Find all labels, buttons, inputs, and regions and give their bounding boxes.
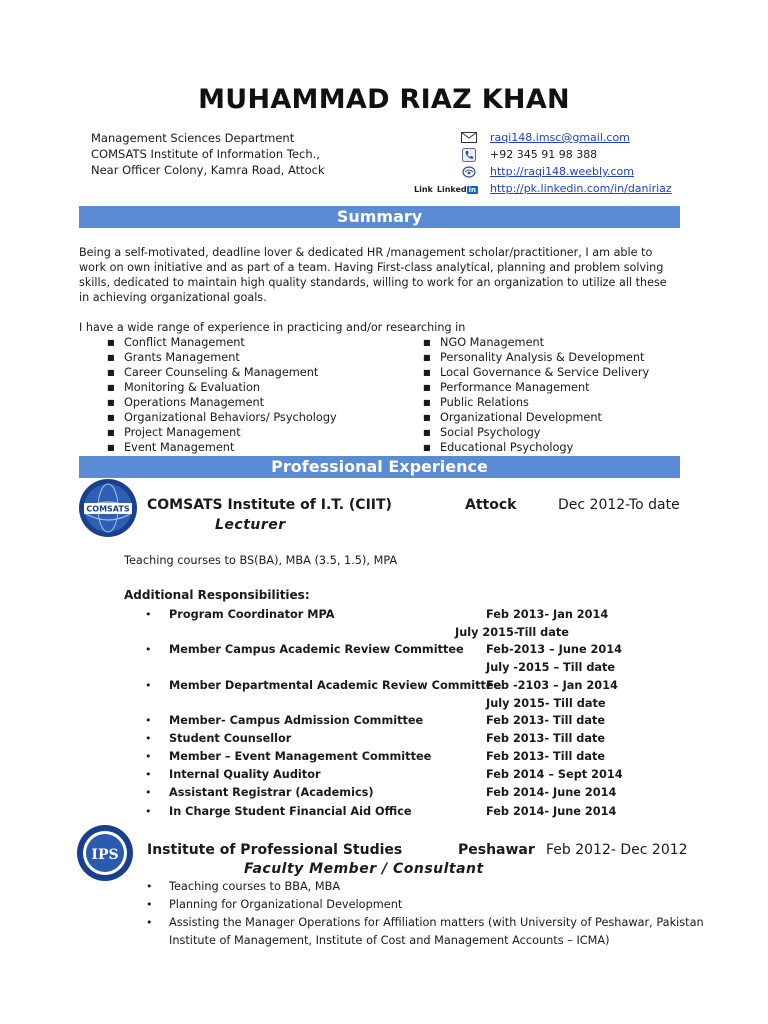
responsibility-title: Member Campus Academic Review Committee [169, 643, 464, 656]
responsibility-title: Program Coordinator MPA [169, 608, 335, 621]
list-item: ■ Grants Management [107, 351, 240, 364]
comsats-logo [78, 478, 138, 542]
responsibility-title: Internal Quality Auditor [169, 768, 321, 781]
skills-list-left [107, 335, 337, 455]
responsibility-title: Member – Event Management Committee [169, 750, 432, 763]
ips-logo-text: IPS [91, 847, 119, 863]
list-item: ■ Social Psychology [423, 426, 541, 439]
linkedin-logo-text [437, 185, 478, 194]
contact-phone [458, 146, 672, 163]
list-item: ■ Project Management [107, 426, 241, 439]
ips-logo [76, 821, 134, 889]
linkedin-logo [414, 185, 478, 194]
job1-role: Lecturer [215, 517, 286, 533]
responsibility-title: Student Counsellor [169, 732, 292, 745]
bullet: • [145, 732, 152, 745]
list-item: ■ Operations Management [107, 396, 265, 409]
linkedin-link[interactable]: http://pk.linkedin.com/in/daniriaz [490, 182, 672, 195]
responsibility-title: Assistant Registrar (Academics) [169, 786, 374, 799]
address-line: Near Officer Colony, Kamra Road, Attock [91, 163, 325, 177]
responsibility-title: Member Departmental Academic Review Committee [169, 679, 502, 692]
job2-role: Faculty Member / Consultant [244, 861, 484, 877]
job2-duty: Assisting the Manager Operations for Affiliation matters (with University of Peshawar, Pakistan [169, 916, 704, 929]
job1-location: Attock [465, 497, 517, 513]
list-item: ■ Local Governance & Service Delivery [423, 366, 650, 379]
job2-organization: Institute of Professional Studies [147, 842, 403, 858]
responsibility-date: Feb 2014 – Sept 2014 [486, 768, 623, 781]
job2-duty-continued: Institute of Management, Institute of Cost and Management Accounts – ICMA) [169, 934, 610, 947]
responsibility-date: Feb 2013- Till date [486, 732, 606, 745]
bullet: • [145, 643, 152, 656]
responsibility-date: Feb 2013- Till date [486, 750, 606, 763]
skills-list-right [423, 335, 649, 455]
list-item: ■ Organizational Behaviors/ Psychology [107, 411, 337, 424]
bullet: • [145, 768, 152, 781]
address-line: Management Sciences Department [91, 131, 295, 145]
responsibility-date: Feb 2014- June 2014 [486, 805, 617, 818]
job2-location: Peshawar [458, 842, 535, 858]
list-item: ■ Personality Analysis & Development [423, 351, 645, 364]
comsats-logo-text: COMSATS [86, 504, 130, 514]
responsibility-date: July 2015-Till date [455, 626, 569, 639]
contact-linkedin [458, 180, 672, 197]
email-link[interactable]: raqi148.imsc@gmail.com [490, 131, 630, 144]
list-item: ■ Monitoring & Evaluation [107, 381, 261, 394]
job1-organization: COMSATS Institute of I.T. (CIIT) [147, 497, 392, 513]
responsibility-title: In Charge Student Financial Aid Office [169, 805, 412, 818]
responsibilities-heading: Additional Responsibilities: [124, 588, 310, 602]
contact-email [458, 129, 672, 146]
address-block [91, 130, 325, 178]
responsibility-date: Feb-2013 – June 2014 [486, 643, 622, 656]
bullet: • [146, 916, 153, 929]
job2-duty: Teaching courses to BBA, MBA [169, 880, 341, 893]
phone-number: +92 345 91 98 388 [490, 148, 598, 161]
page-title: MUHAMMAD RIAZ KHAN [198, 84, 570, 115]
phone-icon [460, 148, 478, 162]
list-item: ■ Organizational Development [423, 411, 602, 424]
responsibility-date: Feb 2014- June 2014 [486, 786, 617, 799]
linkedin-logo-text: Link [414, 185, 433, 194]
bullet: • [145, 679, 152, 692]
address-line: COMSATS Institute of Information Tech., [91, 147, 320, 161]
responsibility-title: Member- Campus Admission Committee [169, 714, 424, 727]
experience-heading: Professional Experience [79, 456, 680, 478]
website-link[interactable]: http://raqi148.weebly.com [490, 165, 634, 178]
contact-website [458, 163, 672, 180]
responsibility-date: Feb -2103 – Jan 2014 [486, 679, 618, 692]
bullet: • [145, 750, 152, 763]
summary-paragraph: Being a self-motivated, deadline lover & dedicated HR /management scholar/practitioner, I am able to work on own initiative and as part of a team. Having First-class analytical, planning and problem solving skills, dedicated to maintain high quality standards, willing to work for an organization to utilize all these in achieving organizational goals. [79, 246, 667, 304]
list-item: ■ NGO Management [423, 336, 545, 349]
list-item: ■ Performance Management [423, 381, 590, 394]
list-item: ■ Conflict Management [107, 336, 245, 349]
summary-intro: I have a wide range of experience in practicing and/or researching in [79, 321, 466, 334]
bullet: • [145, 608, 152, 621]
job1-teaching: Teaching courses to BS(BA), MBA (3.5, 1.5), MPA [124, 554, 398, 567]
responsibility-date: July -2015 – Till date [486, 661, 616, 674]
responsibility-date: Feb 2013- Jan 2014 [486, 608, 609, 621]
linkedin-logo-word: Linked [436, 185, 467, 194]
list-item: ■ Event Management [107, 441, 235, 454]
contact-block [458, 129, 672, 197]
envelope-icon [460, 131, 478, 145]
job1-dates: Dec 2012-To date [558, 497, 680, 513]
bullet: • [145, 805, 152, 818]
responsibility-date: July 2015- Till date [486, 697, 606, 710]
list-item: ■ Public Relations [423, 396, 529, 409]
responsibility-date: Feb 2013- Till date [486, 714, 606, 727]
web-icon [460, 165, 478, 179]
bullet: • [146, 898, 153, 911]
job2-duty: Planning for Organizational Development [169, 898, 403, 911]
bullet: • [145, 786, 152, 799]
linkedin-badge: in [468, 186, 477, 194]
bullet: • [145, 714, 152, 727]
list-item: ■ Career Counseling & Management [107, 366, 319, 379]
bullet: • [146, 880, 153, 893]
list-item: ■ Educational Psychology [423, 441, 574, 454]
job2-dates: Feb 2012- Dec 2012 [546, 842, 688, 858]
summary-heading: Summary [79, 206, 680, 228]
